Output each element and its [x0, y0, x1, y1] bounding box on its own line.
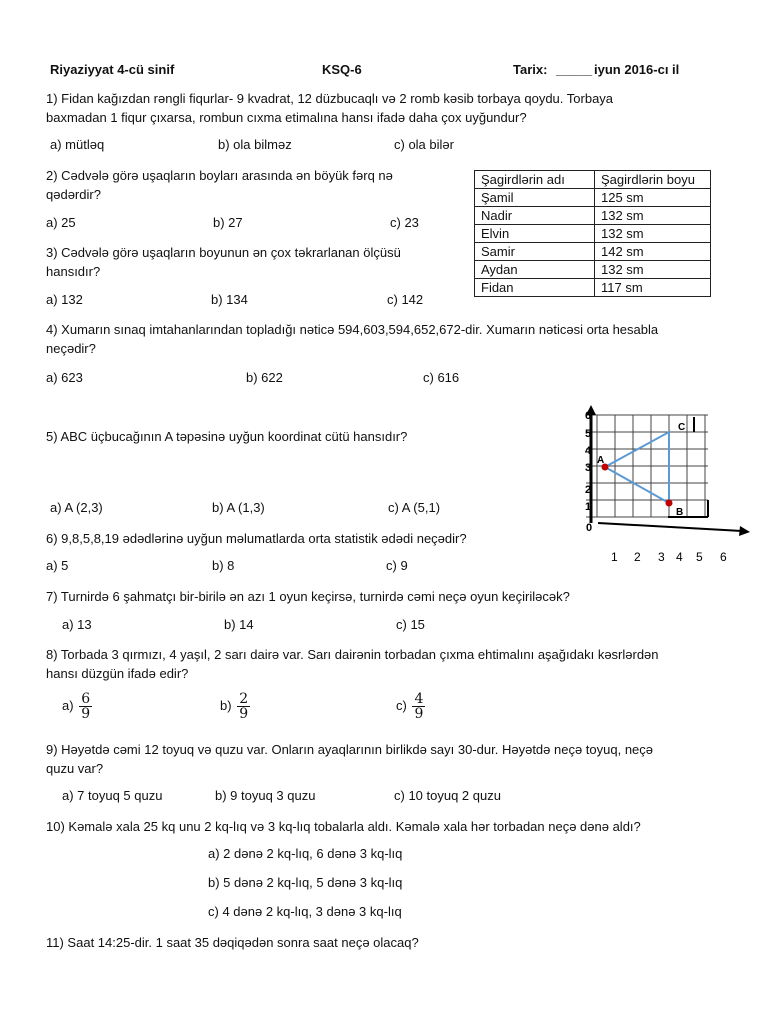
question-4-line-2: neçədir? — [46, 341, 96, 356]
table-cell-height: 132 sm — [595, 225, 711, 243]
q2-option-a[interactable]: a) 25 — [46, 215, 76, 230]
origin-label: 0 — [586, 522, 593, 534]
fraction-b-numerator: 2 — [239, 691, 249, 707]
date-label: Tarix: — [513, 62, 548, 77]
question-2-line-2: qədərdir? — [46, 187, 101, 202]
q4-option-c[interactable]: c) 616 — [423, 370, 460, 385]
question-2-line-1: 2) Cədvələ görə uşaqların boyları arasında ən böyük fərq nə — [46, 168, 393, 183]
q6-option-c[interactable]: c) 9 — [386, 558, 408, 573]
question-8-line-2: hansı düzgün ifadə edir? — [46, 666, 189, 681]
question-2 — [46, 166, 426, 204]
question-5 — [46, 427, 466, 446]
table-cell-name: Nadir — [475, 207, 595, 225]
table-header-row — [475, 171, 711, 189]
table-cell-name: Fidan — [475, 279, 595, 297]
q3-option-b[interactable]: b) 134 — [211, 292, 248, 307]
q8-option-b[interactable] — [220, 692, 250, 721]
question-7-line-1: 7) Turnirdə 6 şahmatçı bir-birilə ən azı 1 oyun keçirsə, turnirdə cəmi neçə oyun keçiriləcək? — [46, 589, 570, 604]
q8-option-b-prefix: b) — [220, 697, 232, 713]
q8-option-c[interactable] — [396, 692, 425, 721]
question-10-line-1: 10) Kəmalə xala 25 kq unu 2 kq-lıq və 3 kq-lıq tobalarla aldı. Kəmalə xala hər torbadan neçə dənə aldı? — [46, 819, 641, 834]
y-tick-label: 4 — [585, 445, 592, 457]
q4-option-a[interactable]: a) 623 — [46, 370, 83, 385]
q9-option-a[interactable]: a) 7 toyuq 5 quzu — [62, 788, 163, 803]
fraction-a-denominator: 9 — [81, 706, 91, 722]
table-cell-height: 117 sm — [595, 279, 711, 297]
table-cell-name: Elvin — [475, 225, 595, 243]
fraction-a-numerator: 6 — [81, 691, 91, 707]
label-c: C — [678, 422, 686, 433]
fraction-a — [79, 692, 92, 721]
date-blank: _____ — [556, 62, 593, 77]
question-6-line-1: 6) 9,8,5,8,19 ədədlərinə uyğun məlumatlarda orta statistik ədədi neçədir? — [46, 531, 467, 546]
question-1-line-1: 1) Fidan kağızdan rəngli fiqurlar- 9 kvadrat, 12 düzbucaqlı və 2 romb kəsib torbaya qoydu. Torbaya — [46, 91, 614, 106]
table-row — [475, 189, 711, 207]
label-b: B — [676, 507, 684, 518]
q4-option-b[interactable]: b) 622 — [246, 370, 283, 385]
question-9-line-2: quzu var? — [46, 761, 104, 776]
q9-option-b[interactable]: b) 9 toyuq 3 quzu — [215, 788, 316, 803]
question-11 — [46, 933, 706, 952]
test-code: KSQ-6 — [322, 62, 362, 77]
q5-option-a[interactable]: a) A (2,3) — [50, 500, 103, 515]
q10-option-a[interactable]: a) 2 dənə 2 kq-lıq, 6 dənə 3 kq-lıq — [208, 846, 403, 861]
x-tick-label: 2 — [634, 550, 641, 564]
fraction-c — [412, 692, 425, 721]
label-a: A — [597, 455, 605, 466]
q9-option-c[interactable]: c) 10 toyuq 2 quzu — [394, 788, 501, 803]
question-1-line-2: baxmadan 1 fiqur çıxarsa, rombun cıxma etimalına hansı ifadə daha çox uyğundur? — [46, 110, 527, 125]
x-tick-label: 4 — [676, 550, 683, 564]
question-9 — [46, 740, 706, 778]
q10-option-c[interactable]: c) 4 dənə 2 kq-lıq, 3 dənə 3 kq-lıq — [208, 904, 402, 919]
table-row — [475, 243, 711, 261]
fraction-c-numerator: 4 — [414, 691, 424, 707]
q3-option-a[interactable]: a) 132 — [46, 292, 83, 307]
table-header-height: Şagirdlərin boyu — [595, 171, 711, 189]
q6-option-a[interactable]: a) 5 — [46, 558, 69, 573]
question-11-line-1: 11) Saat 14:25-dir. 1 saat 35 dəqiqədən sonra saat neçə olacaq? — [46, 935, 419, 950]
q5-option-b[interactable]: b) A (1,3) — [212, 500, 265, 515]
q10-option-b[interactable]: b) 5 dənə 2 kq-lıq, 5 dənə 3 kq-lıq — [208, 875, 403, 890]
x-tick-label: 3 — [658, 550, 665, 564]
q5-option-c[interactable]: c) A (5,1) — [388, 500, 441, 515]
question-7 — [46, 587, 706, 606]
fraction-c-denominator: 9 — [414, 706, 424, 722]
y-tick-label: 3 — [585, 462, 592, 474]
question-4-line-1: 4) Xumarın sınaq imtahanlarından topladığı nəticə 594,603,594,652,672-dir. Xumarın nəticəsi orta hesabla — [46, 322, 659, 337]
q8-option-c-prefix: c) — [396, 697, 407, 713]
table-cell-name: Aydan — [475, 261, 595, 279]
fraction-b-denominator: 9 — [239, 706, 249, 722]
table-cell-name: Şamil — [475, 189, 595, 207]
q2-option-c[interactable]: c) 23 — [390, 215, 419, 230]
question-3-line-1: 3) Cədvələ görə uşaqların boyunun ən çox təkrarlanan ölçüsü — [46, 245, 401, 260]
table-cell-height: 125 sm — [595, 189, 711, 207]
y-tick-label: 1 — [585, 501, 592, 513]
students-height-table — [474, 170, 711, 297]
question-6 — [46, 529, 706, 548]
table-row — [475, 225, 711, 243]
x-tick-label: 6 — [720, 550, 727, 564]
question-4 — [46, 320, 706, 358]
x-tick-label: 5 — [696, 550, 703, 564]
table-row — [475, 279, 711, 297]
q3-option-c[interactable]: c) 142 — [387, 292, 424, 307]
q6-option-b[interactable]: b) 8 — [212, 558, 235, 573]
table-header-name: Şagirdlərin adı — [475, 171, 595, 189]
y-tick-label: 5 — [585, 428, 592, 440]
q1-option-c[interactable]: c) ola bilər — [394, 137, 454, 152]
question-10 — [46, 817, 706, 836]
question-3 — [46, 243, 426, 281]
q7-option-a[interactable]: a) 13 — [62, 617, 92, 632]
table-cell-name: Samir — [475, 243, 595, 261]
date-value: iyun 2016-cı il — [594, 62, 680, 77]
question-5-line-1: 5) ABC üçbucağının A təpəsinə uyğun koordinat cütü hansıdır? — [46, 429, 408, 444]
question-8 — [46, 645, 706, 683]
fraction-b — [237, 692, 250, 721]
question-9-line-1: 9) Həyətdə cəmi 12 toyuq və quzu var. Onların ayaqlarının birlikdə sayı 30-dur. Həyətdə neçə toyuq, neçə — [46, 742, 654, 757]
question-3-line-2: hansıdır? — [46, 264, 101, 279]
x-tick-label: 1 — [611, 550, 618, 564]
question-1 — [46, 89, 706, 127]
q1-option-a[interactable]: a) mütləq — [50, 137, 105, 152]
q7-option-c[interactable]: c) 15 — [396, 617, 425, 632]
subject-title: Riyaziyyat 4-cü sinif — [50, 62, 175, 77]
table-cell-height: 132 sm — [595, 207, 711, 225]
q2-option-b[interactable]: b) 27 — [213, 215, 243, 230]
table-row — [475, 261, 711, 279]
table-cell-height: 142 sm — [595, 243, 711, 261]
q8-option-a[interactable] — [62, 692, 92, 721]
question-8-line-1: 8) Torbada 3 qırmızı, 4 yaşıl, 2 sarı dairə var. Sarı dairənin torbadan çıxma ehtimalını aşağıdakı kəsrlərdən — [46, 647, 659, 662]
table-row — [475, 207, 711, 225]
point-b — [666, 500, 673, 507]
y-tick-label: 6 — [585, 410, 592, 422]
q7-option-b[interactable]: b) 14 — [224, 617, 254, 632]
table-cell-height: 132 sm — [595, 261, 711, 279]
q8-option-a-prefix: a) — [62, 697, 74, 713]
x-axis-arrow-icon — [739, 526, 750, 536]
q1-option-b[interactable]: b) ola bilməz — [218, 137, 292, 152]
y-tick-label: 2 — [585, 484, 592, 496]
